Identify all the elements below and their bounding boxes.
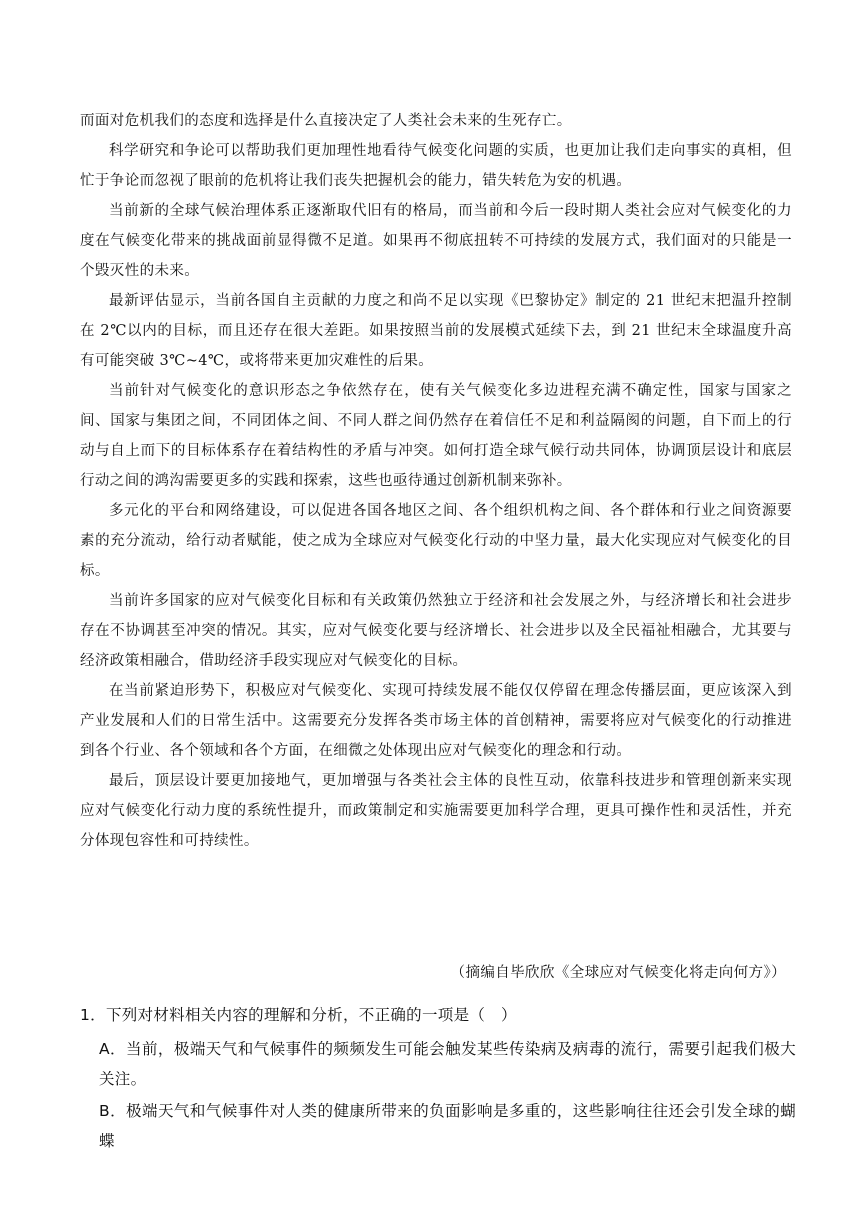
reading-passage	[80, 106, 792, 856]
passage-paragraph: 当前许多国家的应对气候变化目标和有关政策仍然独立于经济和社会发展之外，与经济增长和社会进步存在不协调甚至冲突的情况。其实，应对气候变化要与经济增长、社会进步以及全民福祉相融合，尤其要与经济政策相融合，借助经济手段实现应对气候变化的目标。	[80, 593, 792, 669]
passage-paragraph: 多元化的平台和网络建设，可以促进各国各地区之间、各个组织机构之间、各个群体和行业之间资源要素的充分流动，给行动者赋能，使之成为全球应对气候变化行动的中坚力量，最大化实现应对气候变化的目标。	[80, 503, 792, 579]
passage-paragraph: 科学研究和争论可以帮助我们更加理性地看待气候变化问题的实质，也更加让我们走向事实的真相，但忙于争论而忽视了眼前的危机将让我们丧失把握机会的能力，错失转危为安的机遇。	[80, 143, 792, 189]
passage-paragraph: 最后，顶层设计要更加接地气，更加增强与各类社会主体的良性互动，依靠科技进步和管理创新来实现应对气候变化行动力度的系统性提升，而政策制定和实施需要更加科学合理，更具可操作性和灵活性，并充分体现包容性和可持续性。	[80, 773, 792, 849]
question-block	[80, 1000, 796, 1156]
passage-paragraph: 当前新的全球气候治理体系正逐渐取代旧有的格局，而当前和今后一段时期人类社会应对气候变化的力度在气候变化带来的挑战面前显得微不足道。如果再不彻底扭转不可持续的发展方式，我们面对的只能是一个毁灭性的未来。	[80, 203, 792, 279]
answer-option-b: B．极端天气和气候事件对人类的健康所带来的负面影响是多重的，这些影响往往还会引发全球的蝴蝶	[99, 1102, 796, 1150]
passage-paragraph: 当前针对气候变化的意识形态之争依然存在，使有关气候变化多边进程充满不确定性，国家与国家之间、国家与集团之间，不同团体之间、不同人群之间仍然存在着信任不足和利益隔阂的问题，自下而上的行动与自上而下的目标体系存在着结构性的矛盾与冲突。如何打造全球气候行动共同体，协调顶层设计和底层行动之间的鸿沟需要更多的实践和探索，这些也亟待通过创新机制来弥补。	[80, 383, 792, 489]
passage-paragraph: 最新评估显示，当前各国自主贡献的力度之和尚不足以实现《巴黎协定》制定的 21 世纪末把温升控制在 2℃以内的目标，而且还存在很大差距。如果按照当前的发展模式延续下去，到 21 世纪末全球温度升高有可能突破 3℃~4℃，或将带来更加灾难性的后果。	[80, 293, 792, 369]
passage-paragraph: 在当前紧迫形势下，积极应对气候变化、实现可持续发展不能仅仅停留在理念传播层面，更应该深入到产业发展和人们的日常生活中。这需要充分发挥各类市场主体的首创精神，需要将应对气候变化的行动推进到各个行业、各个领域和各个方面，在细微之处体现出应对气候变化的理念和行动。	[80, 683, 792, 759]
passage-paragraph: 而面对危机我们的态度和选择是什么直接决定了人类社会未来的生死存亡。	[80, 113, 572, 129]
passage-source-citation: （摘编自毕欣欣《全球应对气候变化将走向何方》）	[450, 965, 786, 981]
answer-option-a: A．当前，极端天气和气候事件的频频发生可能会触发某些传染病及病毒的流行，需要引起我们极大关注。	[99, 1040, 796, 1088]
question-stem: 1．下列对材料相关内容的理解和分析，不正确的一项是（ ）	[80, 1006, 517, 1024]
